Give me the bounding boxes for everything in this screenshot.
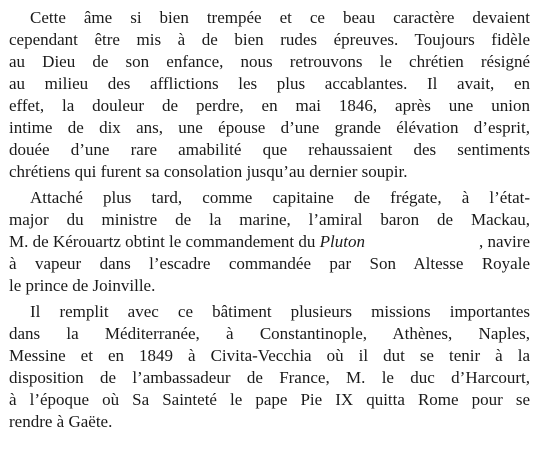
text-line: intime de dix ans, une épouse d’une grande élévation d’esprit, — [9, 118, 530, 137]
text-line: rendre à Gaëte. — [9, 412, 113, 431]
ship-name-italic: Pluton — [319, 232, 365, 251]
text-line: douée d’une rare amabilité que rehaussaient des sentiments — [9, 140, 530, 159]
text-line: le prince de Joinville. — [9, 276, 156, 295]
text-line: Cette âme si bien trempée et ce beau caractère devaient — [30, 8, 530, 27]
text-line: chrétiens qui furent sa consolation jusqu’au dernier soupir. — [9, 162, 408, 181]
text-line — [9, 232, 530, 252]
text-line: Il remplit avec ce bâtiment plusieurs missions importantes — [30, 302, 530, 321]
text-line: à vapeur dans l’escadre commandée par Son Altesse Royale — [9, 254, 530, 273]
text-line: à l’époque où Sa Sainteté le pape Pie IX quitta Rome pour se — [9, 390, 530, 409]
text-line: au Dieu de son enfance, nous retrouvons le chrétien résigné — [9, 52, 530, 71]
text-line: disposition de l’ambassadeur de France, M. le duc d’Harcourt, — [9, 368, 530, 387]
text-line: cependant être mis à de bien rudes épreuves. Toujours fidèle — [9, 30, 530, 49]
text-span: M. de Kérouartz obtint le commandement du — [9, 232, 320, 251]
text-line: effet, la douleur de perdre, en mai 1846, après une union — [9, 96, 530, 115]
text-span: , navire — [479, 232, 530, 251]
text-line: Attaché plus tard, comme capitaine de frégate, à l’état- — [30, 188, 530, 207]
text-line: dans la Méditerranée, à Constantinople, Athènes, Naples, — [9, 324, 530, 343]
text-line: au milieu des afflictions les plus accablantes. Il avait, en — [9, 74, 530, 93]
text-line: major du ministre de la marine, l’amiral baron de Mackau, — [9, 210, 530, 229]
text-line: Messine et en 1849 à Civita-Vecchia où il dut se tenir à la — [9, 346, 530, 365]
